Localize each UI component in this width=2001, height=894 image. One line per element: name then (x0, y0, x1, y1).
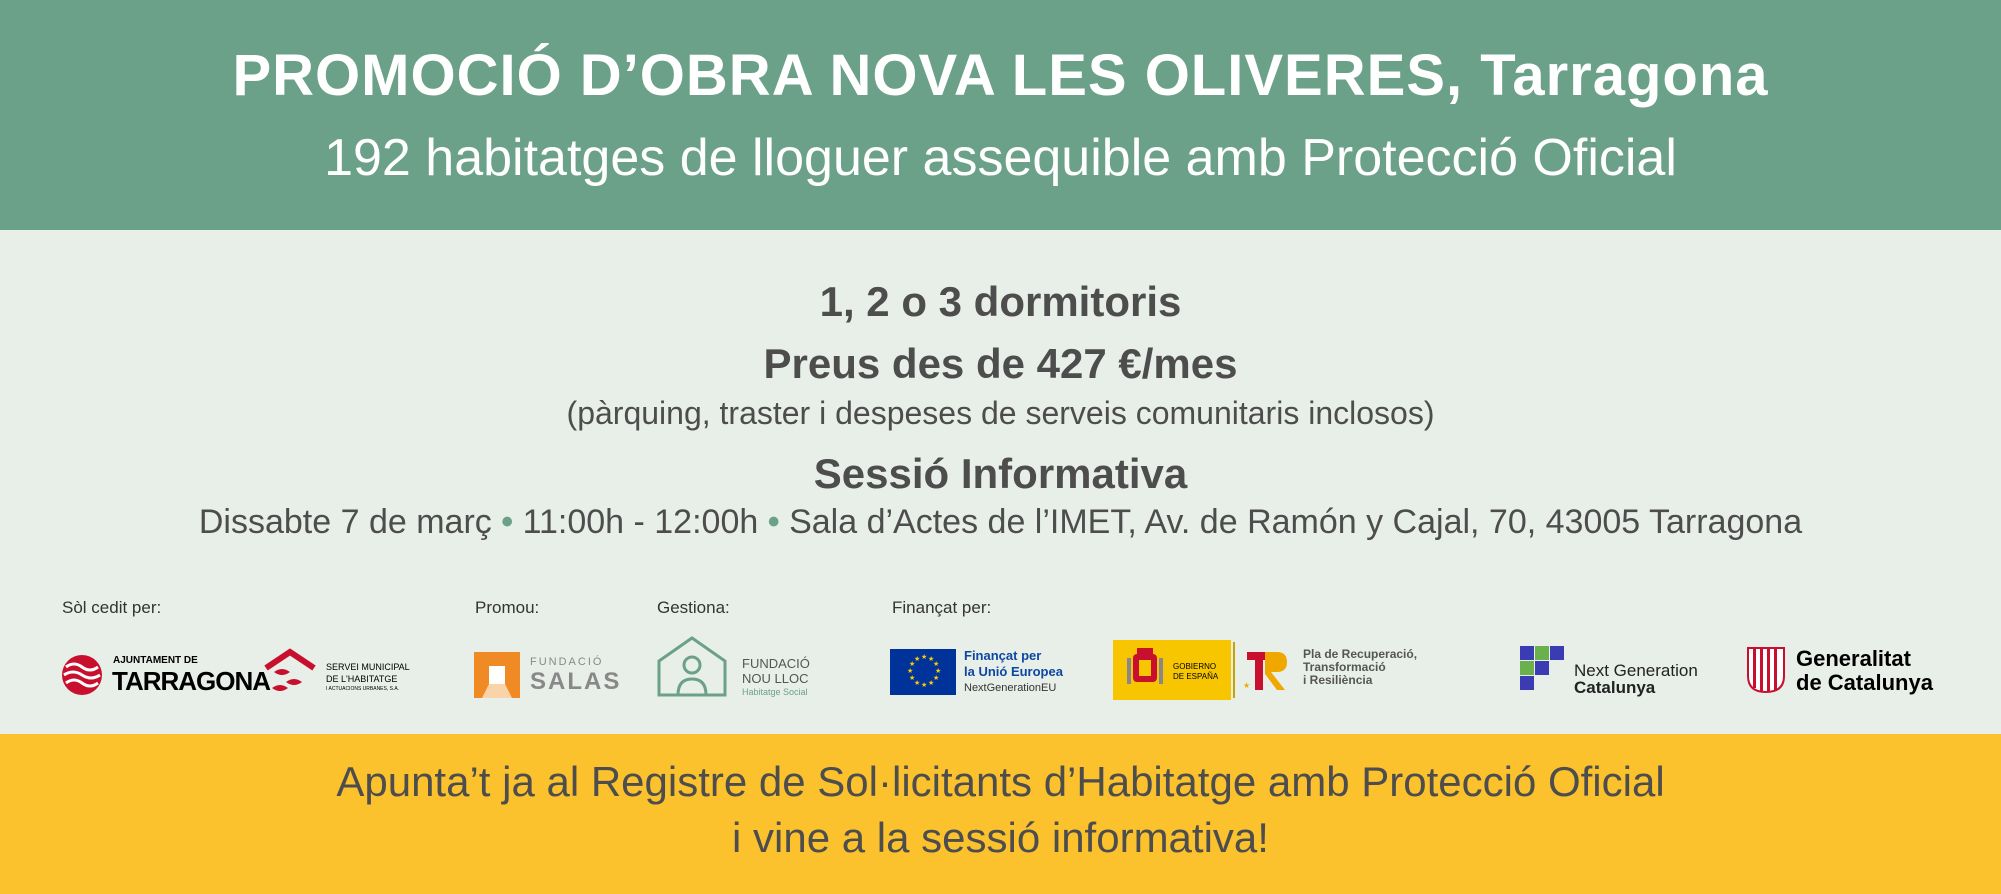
promou-label: Promou: (475, 598, 540, 617)
svg-text:★: ★ (914, 679, 921, 687)
svg-text:★: ★ (907, 667, 914, 675)
details-section (0, 230, 2001, 734)
noullov-line2: NOU LLOC (742, 671, 809, 686)
separator-dot: • (767, 503, 780, 541)
prtr-icon (1243, 648, 1289, 694)
svg-text:★: ★ (928, 655, 935, 663)
ngc-squares-icon (1520, 646, 1566, 692)
servei-municipal-logo (262, 648, 412, 702)
separator-dot: • (501, 503, 514, 541)
servei-line2: DE L'HABITATGE (326, 674, 398, 684)
svg-text:★: ★ (928, 679, 935, 687)
tarragona-emblem-icon (60, 653, 104, 697)
salas-square-icon (474, 652, 520, 698)
header-banner (0, 0, 2001, 230)
session-info (0, 503, 2001, 542)
sol-cedit-label: Sòl cedit per: (62, 598, 162, 617)
eu-next-generation-logo (890, 645, 1070, 701)
ngc-line2: Catalunya (1574, 678, 1656, 697)
price-text: Preus des de 427 €/mes (763, 340, 1238, 387)
eu-line1: Finançat per (964, 648, 1042, 663)
ngc-line1: Next Generation (1574, 661, 1698, 680)
noullov-line3: Habitatge Social (742, 687, 808, 697)
house-person-icon (656, 635, 728, 697)
ajuntament-small-text: AJUNTAMENT DE (113, 655, 198, 666)
gencat-line1: Generalitat (1796, 646, 1911, 671)
spain-coat-of-arms-icon (1125, 648, 1165, 692)
next-generation-catalunya-logo (1519, 645, 1709, 701)
fundacio-salas-logo (474, 650, 624, 700)
salas-line2: SALAS (530, 668, 622, 695)
gobierno-espana-logo (1113, 640, 1231, 700)
prtr-line3: i Resiliència (1303, 673, 1373, 687)
divider (1233, 642, 1235, 698)
svg-text:★: ★ (935, 667, 942, 675)
gencat-line2: de Catalunya (1796, 670, 1933, 695)
gobierno-line1: GOBIERNO (1173, 662, 1217, 671)
svg-text:★: ★ (914, 655, 921, 663)
footer-line2: i vine a la sessió informativa! (732, 814, 1269, 861)
servei-line3: I ACTUACIONS URBANES, S.A. (326, 686, 400, 692)
footer-banner (0, 734, 2001, 894)
svg-text:★: ★ (933, 660, 940, 668)
house-emblem-icon (262, 648, 318, 698)
gestiona-label: Gestiona: (657, 598, 730, 617)
gobierno-line2: DE ESPAÑA (1173, 672, 1219, 681)
prtr-line1: Pla de Recuperació, (1303, 647, 1418, 661)
salas-line1: FUNDACIÓ (530, 656, 604, 668)
ajuntament-name: TARRAGONA (112, 666, 271, 696)
eu-line3: NextGenerationEU (964, 682, 1057, 694)
page-subtitle: 192 habitatges de lloguer assequible amb Protecció Oficial (324, 129, 1677, 187)
session-title: Sessió Informativa (813, 450, 1188, 497)
svg-text:★: ★ (933, 674, 940, 682)
svg-text:★: ★ (921, 681, 928, 689)
servei-line1: SERVEI MUNICIPAL (326, 662, 410, 672)
session-place: Sala d’Actes de l’IMET, Av. de Ramón y Cajal, 70, 43005 Tarragona (789, 503, 1803, 541)
svg-text:★: ★ (1243, 681, 1251, 690)
senyera-shield-icon (1746, 646, 1786, 694)
price-note: (pàrquing, traster i despeses de serveis comunitaris inclosos) (566, 395, 1435, 431)
eu-line2: la Unió Europea (964, 664, 1063, 679)
rooms-text: 1, 2 o 3 dormitoris (819, 278, 1182, 325)
session-time: 11:00h - 12:00h (522, 503, 759, 541)
svg-text:★: ★ (921, 653, 928, 661)
page-title: PROMOCIÓ D’OBRA NOVA LES OLIVERES, Tarragona (232, 43, 1769, 108)
generalitat-catalunya-logo (1746, 645, 1946, 701)
noullov-line1: FUNDACIÓ (742, 656, 810, 671)
footer-line1: Apunta’t ja al Registre de Sol·licitants d’Habitatge amb Protecció Oficial (336, 758, 1665, 805)
svg-text:★: ★ (909, 660, 916, 668)
eu-flag-icon (890, 649, 956, 695)
ajuntament-tarragona-logo (60, 650, 271, 700)
session-date: Dissabte 7 de març (198, 503, 492, 541)
fundacio-nou-lloc-logo (656, 635, 826, 701)
prtr-line2: Transformació (1303, 660, 1386, 674)
financat-label: Finançat per: (892, 598, 992, 617)
svg-text:★: ★ (909, 674, 916, 682)
plan-recuperacion-logo (1243, 645, 1443, 701)
